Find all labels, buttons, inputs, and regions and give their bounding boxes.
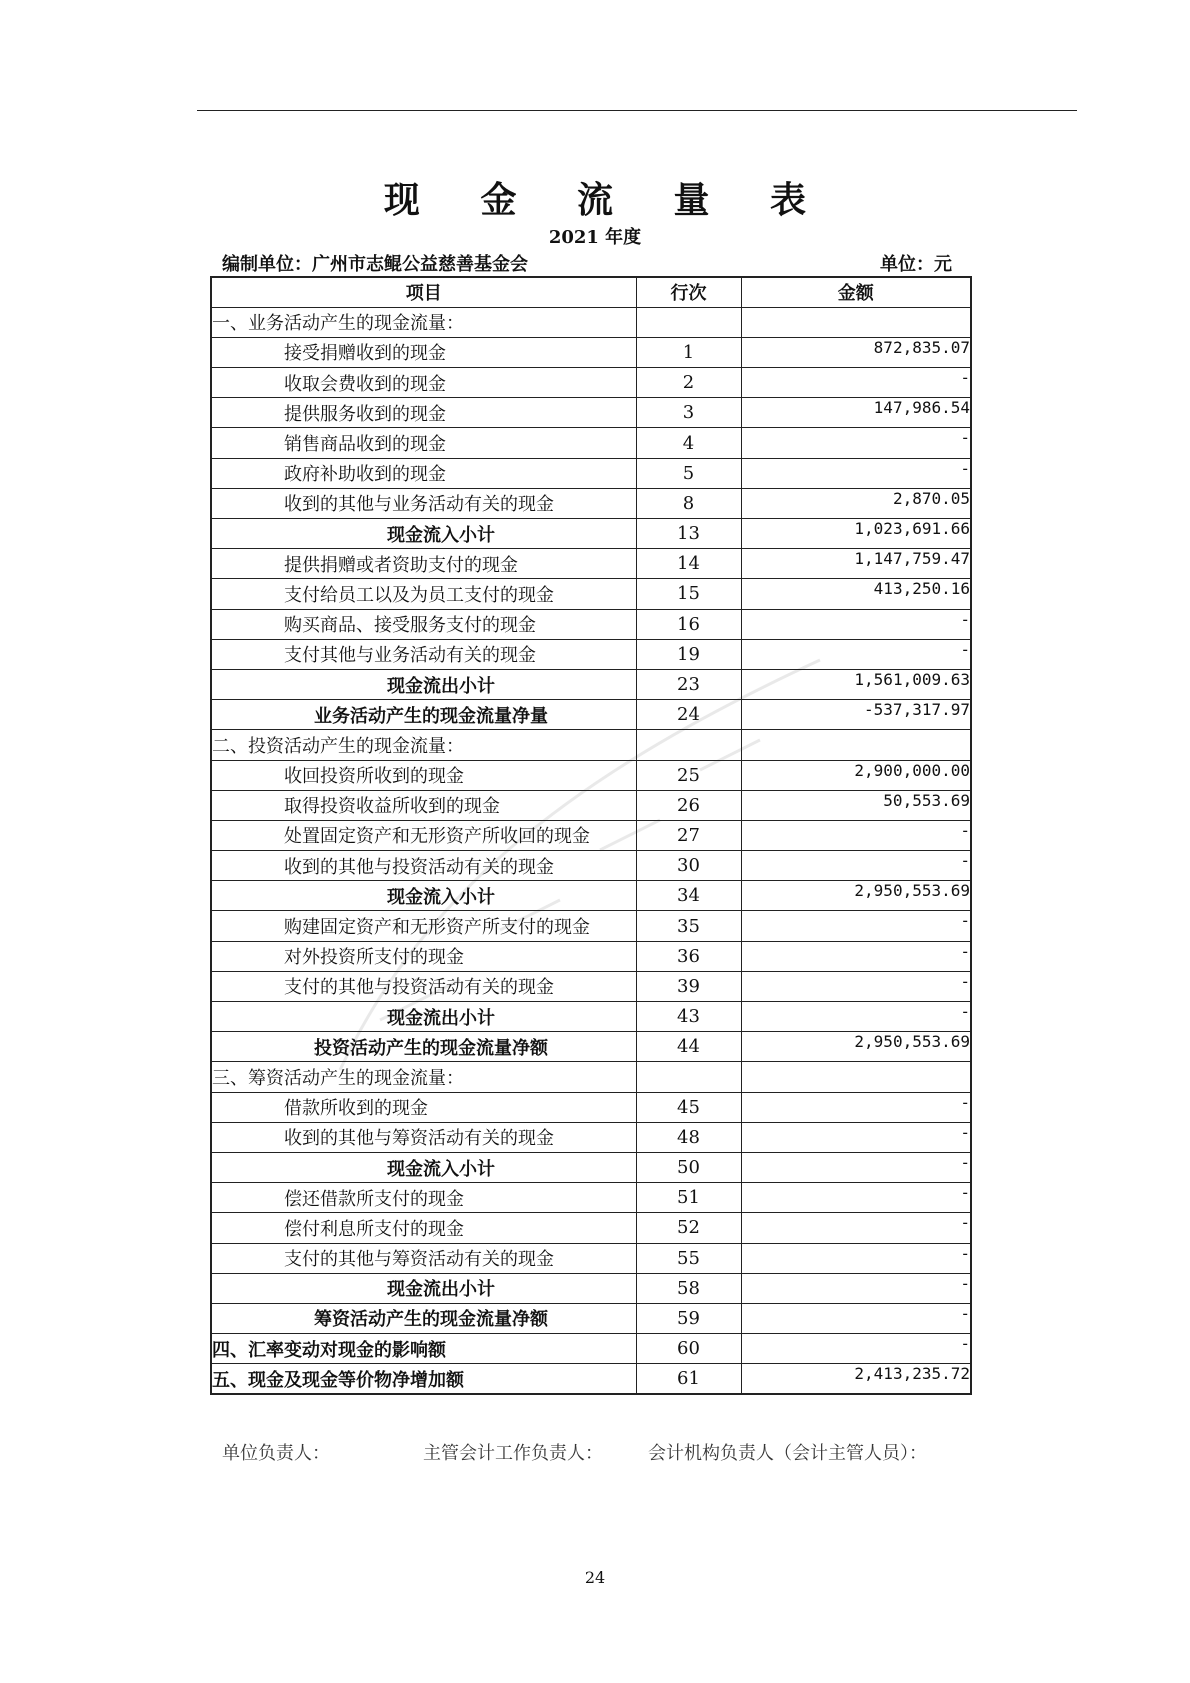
row-line-number: 52 [636,1213,741,1243]
row-item-label: 现金流出小计 [211,1273,636,1303]
row-line-number: 19 [636,639,741,669]
table-row [211,851,971,881]
row-item-label: 现金流出小计 [211,669,636,699]
row-line-number: 45 [636,1092,741,1122]
row-item-label: 收到的其他与投资活动有关的现金 [211,851,636,881]
row-item-label: 业务活动产生的现金流量净量 [211,700,636,730]
row-amount: - [741,941,971,971]
row-item-label: 收回投资所收到的现金 [211,760,636,790]
row-amount: - [741,368,971,398]
row-line-number: 50 [636,1152,741,1182]
table-row [211,428,971,458]
row-amount: - [741,609,971,639]
table-header-row [211,277,971,307]
row-item-label: 现金流入小计 [211,881,636,911]
table-row [211,1334,971,1364]
table-row [211,820,971,850]
row-line-number: 44 [636,1032,741,1062]
row-line-number: 2 [636,368,741,398]
table-row [211,549,971,579]
header-rule [197,110,1077,111]
table-row [211,1243,971,1273]
table-row [211,730,971,760]
table-row [211,1092,971,1122]
row-item-label: 偿还借款所支付的现金 [211,1183,636,1213]
table-row [211,609,971,639]
table-row [211,368,971,398]
row-item-label: 收到的其他与业务活动有关的现金 [211,488,636,518]
row-amount: - [741,639,971,669]
row-item-label: 三、筹资活动产生的现金流量： [211,1062,636,1092]
row-line-number: 1 [636,337,741,367]
row-amount: 2,950,553.69 [741,1032,971,1062]
table-row [211,1273,971,1303]
table-row [211,700,971,730]
row-amount: - [741,1183,971,1213]
row-amount: 50,553.69 [741,790,971,820]
row-item-label: 一、业务活动产生的现金流量： [211,307,636,337]
row-item-label: 提供服务收到的现金 [211,398,636,428]
row-amount: 872,835.07 [741,337,971,367]
row-item-label: 收到的其他与筹资活动有关的现金 [211,1122,636,1152]
row-item-label: 借款所收到的现金 [211,1092,636,1122]
table-row [211,398,971,428]
row-line-number [636,1062,741,1092]
row-item-label: 现金流入小计 [211,519,636,549]
row-amount: - [741,1334,971,1364]
row-amount: 2,413,235.72 [741,1364,971,1394]
row-line-number: 8 [636,488,741,518]
unit-head-signature-label: 单位负责人： [222,1443,330,1464]
row-amount: - [741,1213,971,1243]
table-row [211,1122,971,1152]
row-line-number: 24 [636,700,741,730]
row-amount: -537,317.97 [741,700,971,730]
table-row [211,519,971,549]
row-item-label: 筹资活动产生的现金流量净额 [211,1303,636,1333]
row-line-number: 16 [636,609,741,639]
row-amount: - [741,971,971,1001]
row-line-number: 43 [636,1002,741,1032]
table-row [211,971,971,1001]
row-amount: 413,250.16 [741,579,971,609]
table-row [211,941,971,971]
row-line-number: 30 [636,851,741,881]
row-amount [741,307,971,337]
table-row [211,669,971,699]
row-amount: 1,561,009.63 [741,669,971,699]
row-line-number: 4 [636,428,741,458]
table-row [211,1213,971,1243]
table-row [211,1303,971,1333]
row-item-label: 提供捐赠或者资助支付的现金 [211,549,636,579]
table-row [211,337,971,367]
column-header-line: 行次 [636,277,741,307]
table-row [211,458,971,488]
row-line-number: 48 [636,1122,741,1152]
row-amount: 1,147,759.47 [741,549,971,579]
table-row [211,1002,971,1032]
row-amount: 1,023,691.66 [741,519,971,549]
row-amount: - [741,1273,971,1303]
row-line-number: 23 [636,669,741,699]
row-item-label: 偿付利息所支付的现金 [211,1213,636,1243]
row-line-number: 5 [636,458,741,488]
row-amount: - [741,851,971,881]
row-amount: - [741,1243,971,1273]
row-item-label: 接受捐赠收到的现金 [211,337,636,367]
row-amount: - [741,458,971,488]
row-amount: - [741,1303,971,1333]
agency-head-signature-label: 会计机构负责人（会计主管人员）： [648,1443,927,1464]
page-title: 现 金 流 量 表 [383,179,831,221]
row-amount: 147,986.54 [741,398,971,428]
row-line-number: 59 [636,1303,741,1333]
row-item-label: 投资活动产生的现金流量净额 [211,1032,636,1062]
table-row [211,790,971,820]
row-item-label: 取得投资收益所收到的现金 [211,790,636,820]
row-amount: - [741,1122,971,1152]
row-line-number: 58 [636,1273,741,1303]
row-line-number: 51 [636,1183,741,1213]
report-year: 2021 年度 [548,227,642,248]
row-item-label: 四、汇率变动对现金的影响额 [211,1334,636,1364]
row-item-label: 五、现金及现金等价物净增加额 [211,1364,636,1394]
accounting-head-signature-label: 主管会计工作负责人： [423,1443,603,1464]
row-item-label: 现金流入小计 [211,1152,636,1182]
row-item-label: 收取会费收到的现金 [211,368,636,398]
preparer-organization: 编制单位：广州市志鲲公益慈善基金会 [222,254,528,275]
row-line-number: 61 [636,1364,741,1394]
row-line-number: 26 [636,790,741,820]
table-row [211,881,971,911]
row-item-label: 支付给员工以及为员工支付的现金 [211,579,636,609]
row-item-label: 处置固定资产和无形资产所收回的现金 [211,820,636,850]
table-row [211,1183,971,1213]
row-amount: 2,870.05 [741,488,971,518]
table-row [211,1152,971,1182]
row-amount: - [741,1092,971,1122]
column-header-item: 项目 [211,277,636,307]
table-row [211,911,971,941]
row-line-number: 60 [636,1334,741,1364]
row-line-number [636,730,741,760]
row-line-number: 13 [636,519,741,549]
row-item-label: 支付的其他与筹资活动有关的现金 [211,1243,636,1273]
row-amount [741,1062,971,1092]
row-line-number: 35 [636,911,741,941]
row-line-number: 39 [636,971,741,1001]
cash-flow-table [210,276,972,1395]
row-line-number: 3 [636,398,741,428]
column-header-amount: 金额 [741,277,971,307]
row-amount: - [741,1152,971,1182]
row-item-label: 购建固定资产和无形资产所支付的现金 [211,911,636,941]
row-item-label: 对外投资所支付的现金 [211,941,636,971]
row-line-number: 55 [636,1243,741,1273]
row-amount: - [741,820,971,850]
row-line-number: 25 [636,760,741,790]
row-amount: - [741,428,971,458]
row-line-number: 27 [636,820,741,850]
row-amount: 2,950,553.69 [741,881,971,911]
table-row [211,1364,971,1394]
row-item-label: 销售商品收到的现金 [211,428,636,458]
table-row [211,307,971,337]
row-amount [741,730,971,760]
row-line-number [636,307,741,337]
currency-unit: 单位：元 [880,254,952,275]
row-item-label: 购买商品、接受服务支付的现金 [211,609,636,639]
row-line-number: 15 [636,579,741,609]
row-item-label: 现金流出小计 [211,1002,636,1032]
row-item-label: 政府补助收到的现金 [211,458,636,488]
table-row [211,488,971,518]
table-row [211,639,971,669]
table-row [211,760,971,790]
row-line-number: 14 [636,549,741,579]
table-row [211,1062,971,1092]
row-item-label: 二、投资活动产生的现金流量： [211,730,636,760]
row-line-number: 34 [636,881,741,911]
page-number: 24 [584,1568,606,1587]
table-row [211,1032,971,1062]
row-item-label: 支付的其他与投资活动有关的现金 [211,971,636,1001]
row-amount: 2,900,000.00 [741,760,971,790]
row-amount: - [741,911,971,941]
row-amount: - [741,1002,971,1032]
table-row [211,579,971,609]
row-line-number: 36 [636,941,741,971]
row-item-label: 支付其他与业务活动有关的现金 [211,639,636,669]
